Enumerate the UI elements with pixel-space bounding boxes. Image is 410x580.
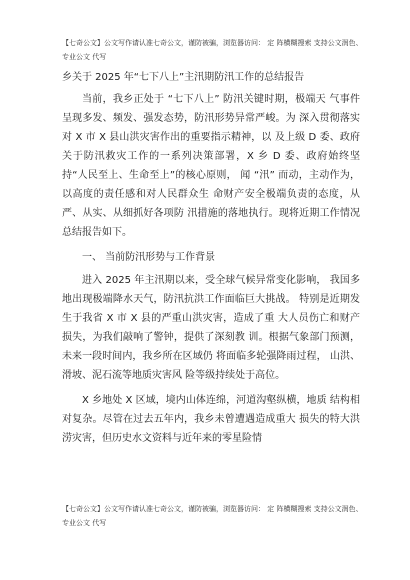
section-paragraph-1: 进入 2025 年主汛期以来，受全球气候异常变化影响， 我国多地出现极端降水天气，防汛抗洪工作面临巨大挑战。 特别是近期发生于我省 X 市 X 县的严重山洪灾害，造成了重 大人员伤亡和财产损失，为我们敲响了警钟，提供了深刻教 训。根据气象部门预测，未来一段时间内，我乡所在区域仍 将面临多轮强降雨过程， 山洪、滑坡、泥石流等地质灾害风 险等级持续处于高位。: [62, 275, 360, 381]
document-title: 乡关于 2025 年“七下八上”主汛期防汛工作的总结报告: [62, 72, 305, 83]
intro-paragraph: 当前，我乡正处于 “七下八上” 防汛关键时期，极端天 气事件呈现多发、频发、强发态势，防汛形势异常严峻。为 深入贯彻落实对 X 市 X 县山洪灾害作出的重要指示精神，以 及上级 D 委、政府关于防汛救灾工作的一系列决策部署，X 乡 D 委、政府始终坚持“人民至上、生命至上”的核心原则， 闻 “汛” 而动，主动作为，以高度的责任感和对人民群众生 命财产安全极端负责的态度，从严、从实、从细抓好各项防 汛措施的落地执行。现将近期工作情况总结报告如下。: [62, 94, 360, 238]
document-body: [62, 90, 360, 454]
section-paragraph-2: X 乡地处 X 区域，境内山体连绵，河道沟壑纵横，地质 结构相对复杂。尽管在过去五年内，我乡未曾遭遇造成重大 损失的特大洪涝灾害，但历史水文资料与近年来的零星险情: [62, 395, 360, 444]
header-watermark-note: 【七奇公文】公文写作请认准七奇公文，谨防被骗，浏览器访问： 定 阵横糊搜索 支持公文润色、专业公文 代写: [62, 39, 363, 61]
footer-watermark-note: 【七奇公文】公文写作请认准七奇公文，谨防被骗，浏览器访问： 定 阵横糊搜索 支持公文润色、专业公文 代写: [62, 505, 363, 527]
section-heading: 一、 当前防汛形势与工作背景: [82, 252, 216, 263]
